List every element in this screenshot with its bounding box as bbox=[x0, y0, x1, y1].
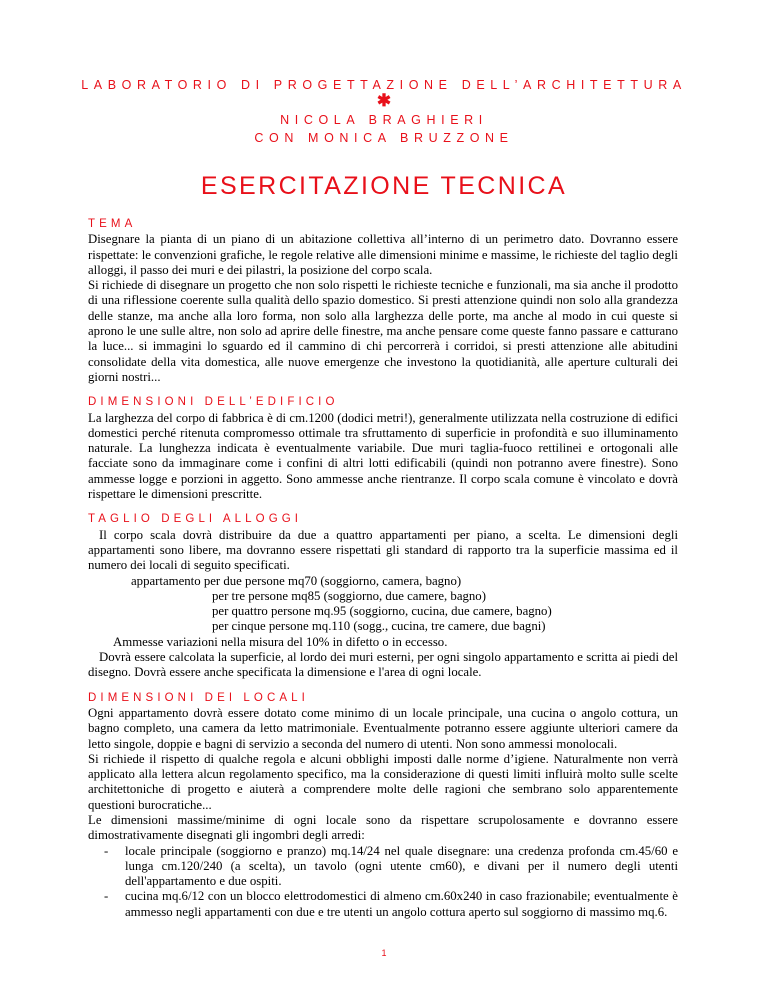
list-item bbox=[88, 889, 678, 920]
paragraph: Si richiede di disegnare un progetto che non solo rispetti le richieste tecniche e funzionali, ma sia anche il prodotto di una riflessione coerente sulla qualità dello spazio domestico. Si presti attenzione quindi non solo alla grandezza delle stanze, ma anche alla loro forma, non solo alla larghezza delle porte, ma anche al modo in cui queste si aprono le une sulle altre, non solo ad aprire delle finestre, ma anche pensare come queste fanno passare e catturano la luce... si immagini lo sguardo ed il cammino di chi percorrerà i corridoi, si presti attenzione alle abitudini consolidate della vita domestica, alle nuove emergenze che investono la quotidianità, alle aperture culturali dei giorni nostri... bbox=[88, 278, 678, 384]
paragraph: Dovrà essere calcolata la superficie, al lordo dei muri esterni, per ogni singolo appartamento e scritta ai piedi del disegno. Dovrà essere anche specificata la dimensione e l'area di ogni locale. bbox=[88, 650, 678, 680]
section-dimensioni-edificio bbox=[88, 395, 678, 502]
document-body bbox=[88, 217, 678, 930]
section-taglio-alloggi bbox=[88, 512, 678, 680]
paragraph: La larghezza del corpo di fabbrica è di cm.1200 (dodici metri!), generalmente utilizzata nella costruzione di edifici domestici perché ritenuta compromesso ottimale tra sfruttamento di superficie in profondità e suo illuminamento naturale. La lunghezza indicata è eventualmente variabile. Due muri taglia-fuoco rettilinei e ortogonali alle facciate sono da immaginare come i confini di altri lotti edificabili (quindi non potranno avere finestre). Sono ammesse logge e porzioni in aggetto. Sono ammesse anche rientranze. Il corpo scala comune è vincolato e dovrà rispettare le dimensioni prescritte. bbox=[88, 410, 678, 502]
section-title: TEMA bbox=[88, 218, 137, 230]
page-title: ESERCITAZIONE TECNICA bbox=[200, 172, 568, 200]
paragraph: Disegnare la pianta di un piano di un abitazione collettiva all’interno di un perimetro dato. Dovranno essere rispettate: le convenzioni grafiche, le regole relative alle dimensioni minime e massime, le richieste del taglio degli alloggi, il passo dei muri e dei pilastri, la posizione del corpo scala. bbox=[88, 232, 678, 277]
apartment-standard: per cinque persone mq.110 (sogg., cucina, tre camere, due bagni) bbox=[212, 619, 546, 634]
section-tema bbox=[88, 217, 678, 385]
paragraph: Le dimensioni massime/minime di ogni locale sono da rispettare scrupolosamente e dovranno essere dimostrativamente disegnati gli ingombri degli arredi: bbox=[88, 812, 678, 843]
assistant-name: CON MONICA BRUZZONE bbox=[254, 131, 514, 145]
section-title: TAGLIO DEGLI ALLOGGI bbox=[88, 513, 303, 526]
apartment-standard: per quattro persone mq.95 (soggiorno, cucina, due camere, bagno) bbox=[212, 604, 552, 619]
bullet-marker: - bbox=[104, 889, 109, 904]
page-number: 1 bbox=[381, 948, 387, 958]
section-title: DIMENSIONI DELL’EDIFICIO bbox=[88, 396, 339, 409]
apartment-standard: appartamento per due persone mq70 (soggiorno, camera, bagno) bbox=[131, 573, 462, 588]
paragraph: Ogni appartamento dovrà essere dotato come minimo di un locale principale, una cucina o angolo cottura, un bagno completo, una camera da letto matrimoniale. Eventualmente potranno essere aggiunte ulteriori camere da letto singole, doppie e bagni di servizio a seconda del numero di utenti. Non sono ammessi monolocali. bbox=[88, 705, 678, 751]
list-item-text: locale principale (soggiorno e pranzo) mq.14/24 nel quale disegnare: una credenza profonda cm.45/60 e lunga cm.120/240 (a scelta), un tavolo (ogni utente cm60), e divani per il numero degli utenti dell'appartamento e due ospiti. bbox=[125, 843, 678, 889]
section-title: DIMENSIONI DEI LOCALI bbox=[88, 691, 309, 704]
apartment-standard: per tre persone mq85 (soggiorno, due camere, bagno) bbox=[212, 588, 486, 603]
bullet-marker: - bbox=[104, 843, 109, 858]
paragraph: Si richiede il rispetto di qualche regola e alcuni obblighi imposti dalle norme d’igiene. Naturalmente non verrà applicato alla lettera alcun regolamento specifico, ma la considerazione di questi limiti influirà molto sulle scelte architettoniche di progetto e aiuterà a comprendere molte delle ragioni che sembrano solo apparentemente questioni burocratiche... bbox=[88, 751, 678, 812]
list-item-text: cucina mq.6/12 con un blocco elettrodomestici di almeno cm.60x240 in caso frazionabile; eventualmente è ammesso negli appartamenti con due e tre utenti un angolo cottura aperto sul soggiorno di massimo mq.6. bbox=[125, 889, 678, 919]
professor-name: NICOLA BRAGHIERI bbox=[280, 113, 488, 127]
list-item bbox=[88, 844, 678, 890]
star-icon: ✱ bbox=[376, 91, 392, 110]
variation-note: Ammesse variazioni nella misura del 10% in difetto o in eccesso. bbox=[113, 634, 448, 649]
paragraph: Il corpo scala dovrà distribuire da due a quattro appartamenti per piano, a scelta. Le dimensioni degli appartamenti sono libere, ma dovranno essere rispettati gli standard di rapporto tra la superficie massima ed il numero dei locali di seguito specificati. bbox=[88, 527, 678, 573]
section-dimensioni-locali bbox=[88, 691, 678, 920]
course-title: LABORATORIO DI PROGETTAZIONE DELL’ARCHITETTURA bbox=[81, 78, 687, 92]
